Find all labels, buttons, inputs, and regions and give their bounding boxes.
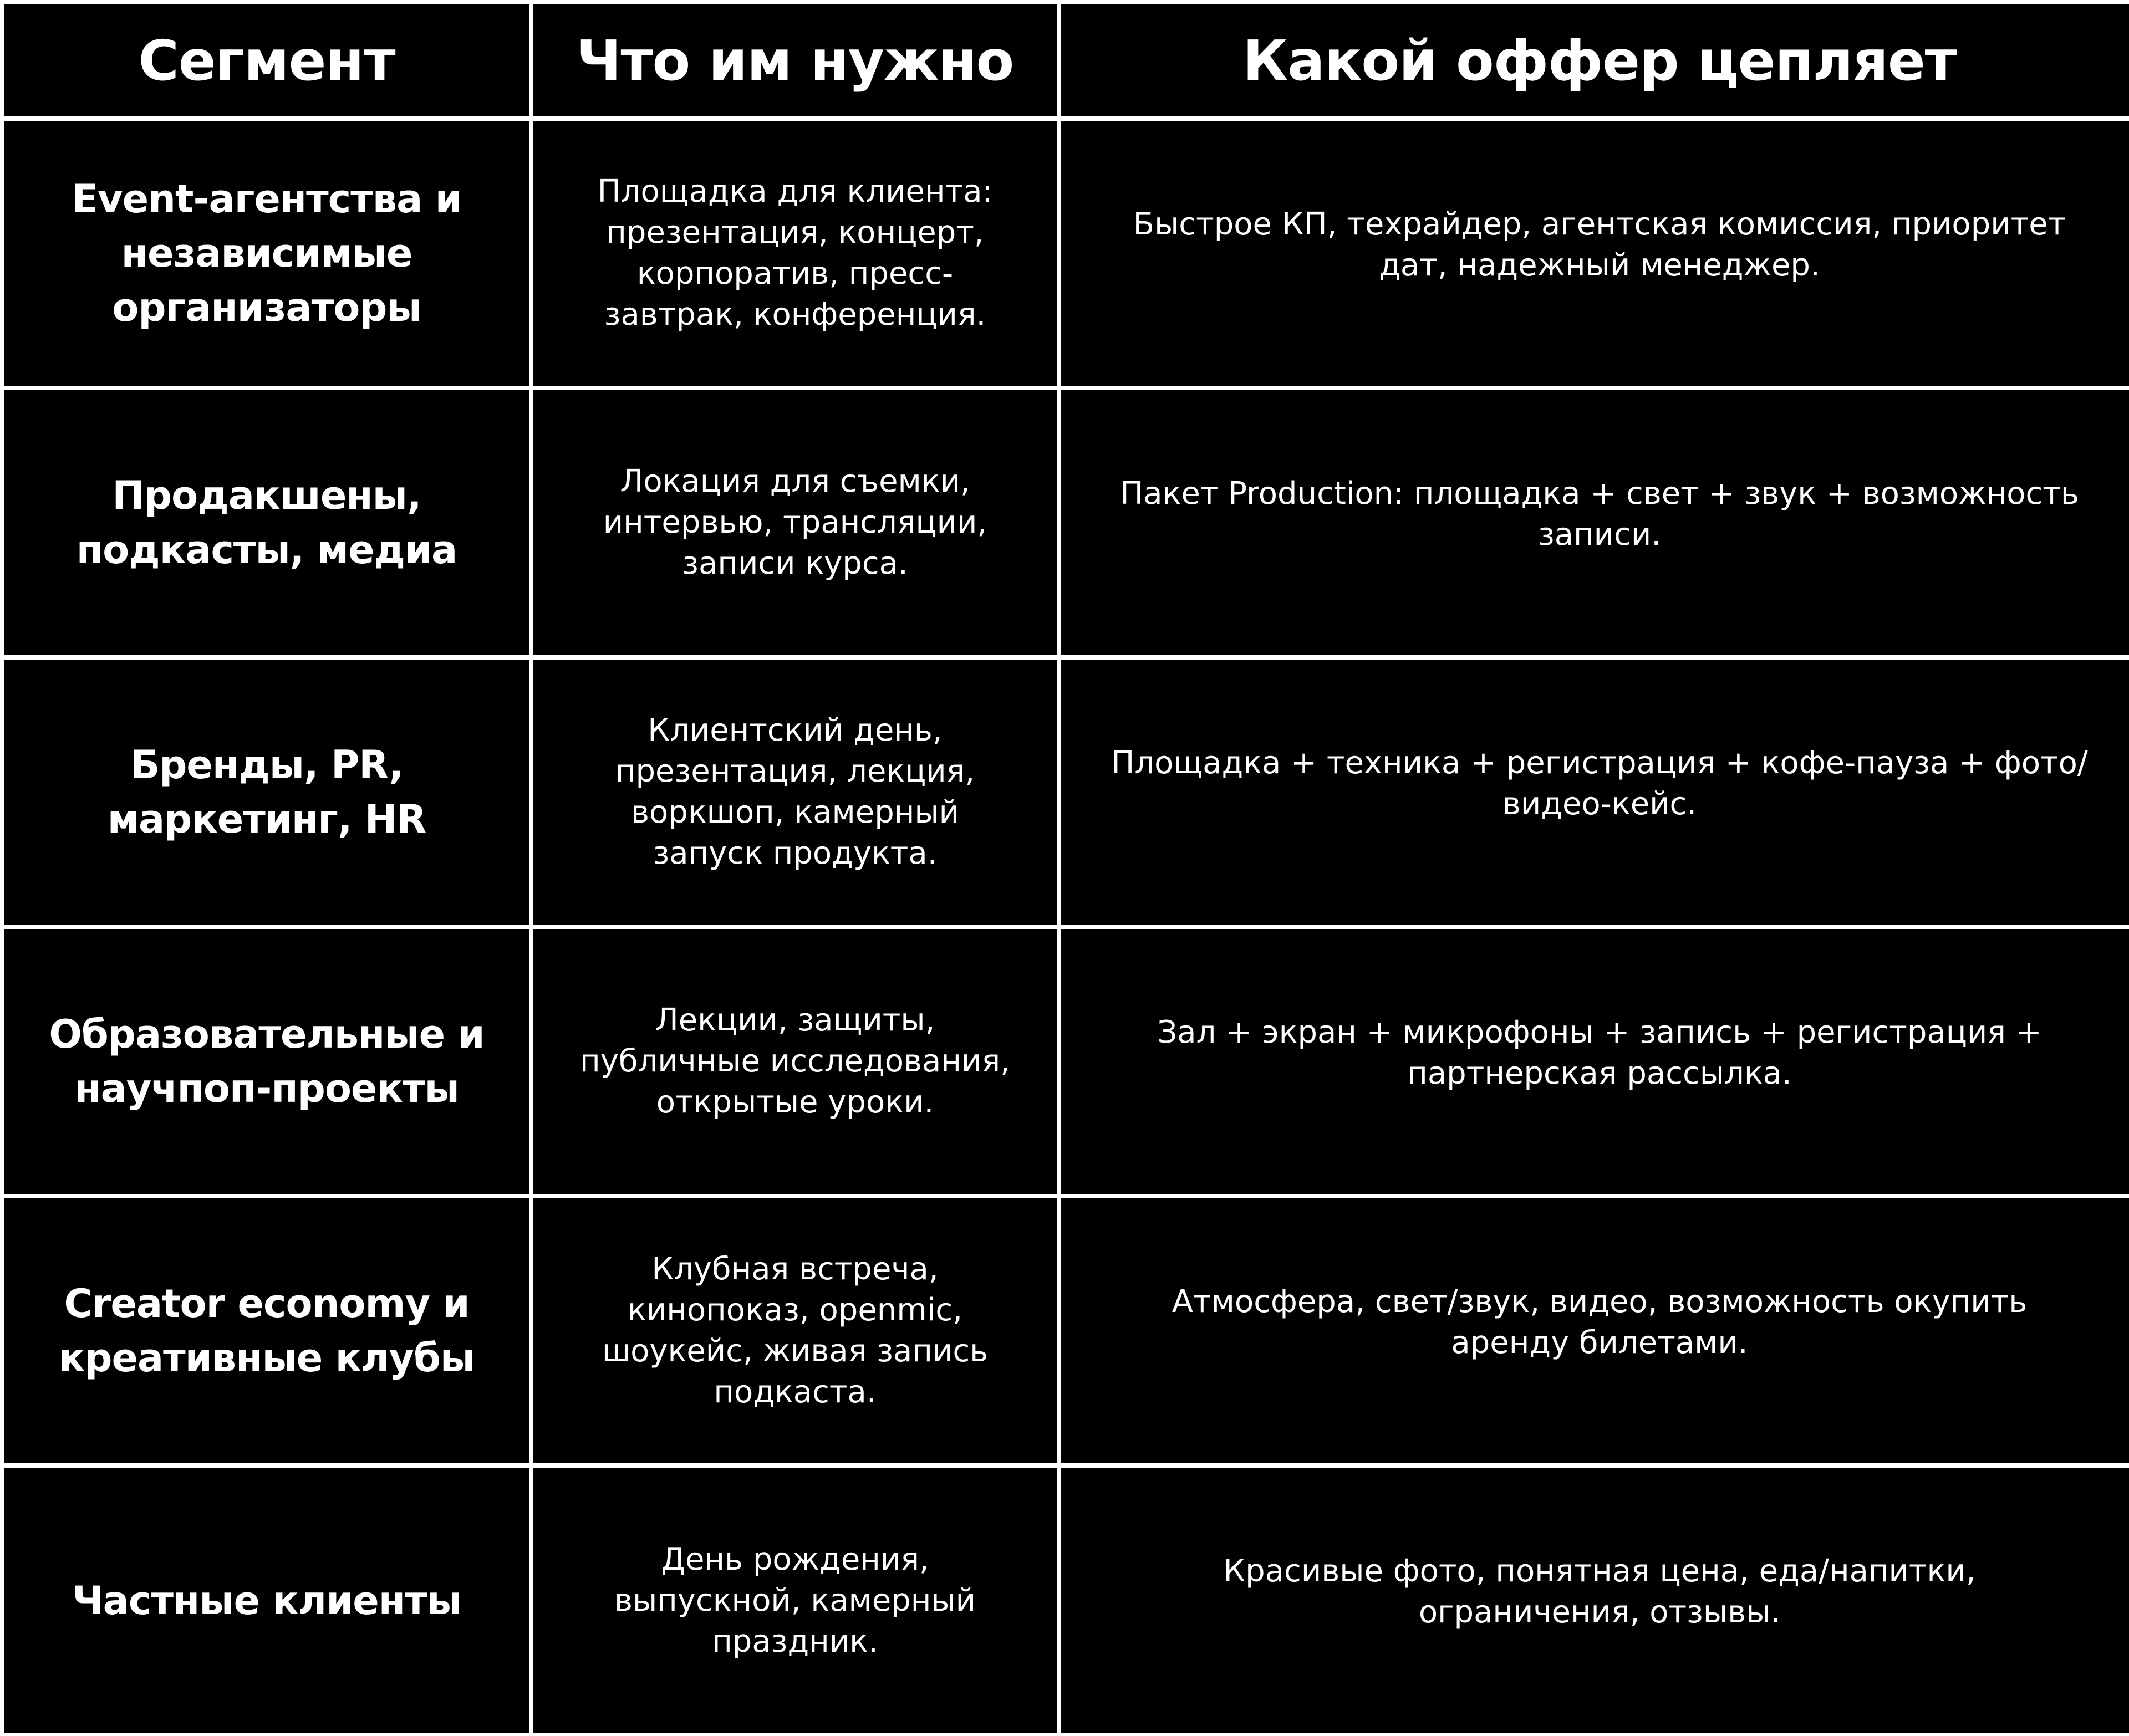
offer-cell xyxy=(1061,1198,2129,1463)
offer-text: Зал + экран + микрофоны + запись + регистрация + партнерская рассылка. xyxy=(1157,1014,2042,1091)
segment-cell xyxy=(4,121,529,386)
segment-cell xyxy=(4,1468,529,1733)
segment-cell xyxy=(4,929,529,1194)
need-cell xyxy=(533,1468,1057,1733)
need-text: Клиентский день, презентация, лекция, воркшоп, камерный запуск продукта. xyxy=(615,712,975,871)
offer-cell xyxy=(1061,121,2129,386)
offer-cell xyxy=(1061,929,2129,1194)
need-cell xyxy=(533,390,1057,655)
offer-text: Атмосфера, свет/звук, видео, возможность окупить аренду билетами. xyxy=(1172,1284,2028,1361)
offer-cell xyxy=(1061,660,2129,925)
need-cell xyxy=(533,660,1057,925)
header-need: Что им нужно xyxy=(533,4,1057,116)
segment-text: Creator economy и креативные клубы xyxy=(58,1281,475,1381)
need-text: Клубная встреча, кинопоказ, openmic, шоукейс, живая запись подкаста. xyxy=(602,1251,989,1410)
need-text: Лекции, защиты, публичные исследования, открытые уроки. xyxy=(580,1002,1010,1120)
segment-text: Частные клиенты xyxy=(72,1577,461,1623)
offer-cell xyxy=(1061,1468,2129,1733)
offer-text: Площадка + техника + регистрация + кофе-пауза + фото/видео-кейс. xyxy=(1111,745,2088,822)
need-cell xyxy=(533,121,1057,386)
need-cell xyxy=(533,929,1057,1194)
segment-text: Event-агентства и независимые организаторы xyxy=(72,176,462,330)
need-text: Площадка для клиента: презентация, концерт, корпоратив, пресс-завтрак, конференция. xyxy=(597,173,993,333)
segment-text: Продакшены, подкасты, медиа xyxy=(76,473,457,573)
offer-text: Красивые фото, понятная цена, еда/напитки, ограничения, отзывы. xyxy=(1223,1553,1976,1630)
need-text: Локация для съемки, интервью, трансляции, записи курса. xyxy=(603,463,987,581)
need-text: День рождения, выпускной, камерный праздник. xyxy=(614,1541,976,1660)
segment-cell xyxy=(4,390,529,655)
segment-cell xyxy=(4,660,529,925)
segment-text: Образовательные и научпоп-проекты xyxy=(49,1012,485,1111)
segment-text: Бренды, PR, маркетинг, HR xyxy=(107,742,426,842)
need-cell xyxy=(533,1198,1057,1463)
segment-cell xyxy=(4,1198,529,1463)
offer-text: Пакет Production: площадка + свет + звук + возможность записи. xyxy=(1120,476,2079,553)
header-segment: Сегмент xyxy=(4,4,529,116)
offer-text: Быстрое КП, техрайдер, агентская комиссия, приоритет дат, надежный менеджер. xyxy=(1133,206,2066,283)
header-offer: Какой оффер цепляет xyxy=(1061,4,2129,116)
offer-cell xyxy=(1061,390,2129,655)
